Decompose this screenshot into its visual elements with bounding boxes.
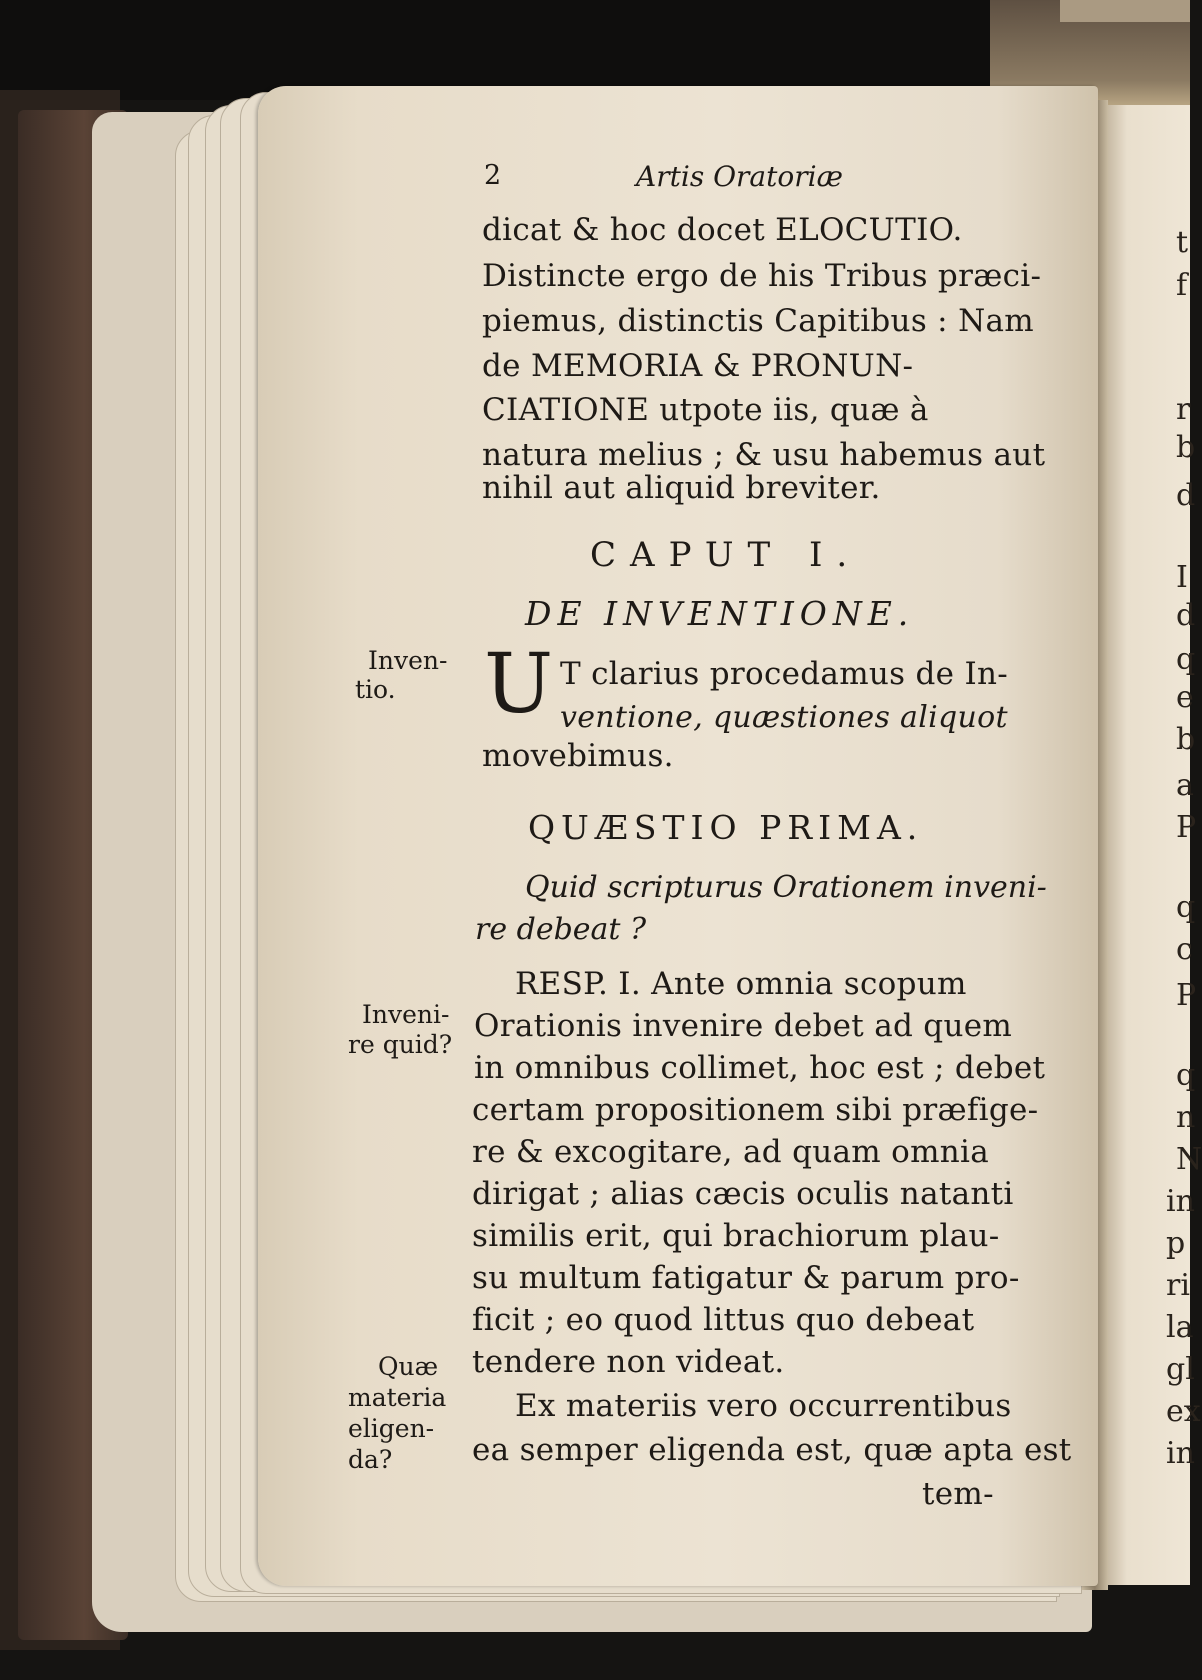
running-title: Artis Oratoriæ	[636, 160, 843, 193]
body-line: ventione, quæstiones aliquot	[560, 700, 1008, 735]
opposite-letter: b	[1176, 430, 1196, 465]
opposite-letter: in	[1166, 1184, 1195, 1219]
opposite-letter: P	[1176, 810, 1197, 845]
body-line: ea semper eligenda est, quæ apta est	[472, 1432, 1072, 1468]
opposite-letter: N	[1176, 1142, 1202, 1177]
margin-note: Inven-	[368, 646, 448, 675]
body-line: Orationis invenire debet ad quem	[474, 1008, 1013, 1044]
margin-note: tio.	[355, 675, 396, 704]
margin-note: re quid?	[348, 1030, 453, 1059]
margin-note: da?	[348, 1445, 393, 1474]
body-line: de MEMORIA & PRONUN-	[482, 348, 914, 384]
opposite-letter: d	[1176, 478, 1196, 513]
body-line: certam propositionem sibi præfige-	[472, 1092, 1039, 1128]
opposite-letter: n	[1176, 1100, 1196, 1135]
opposite-letter: d	[1176, 598, 1196, 633]
opposite-letter: f	[1176, 268, 1188, 303]
body-line: nihil aut aliquid breviter.	[482, 470, 881, 506]
opposite-letter: p	[1166, 1226, 1186, 1261]
opposite-letter: r	[1176, 392, 1191, 427]
body-line: su multum fatigatur & parum pro-	[472, 1260, 1020, 1296]
opposite-letter: I	[1176, 560, 1188, 595]
body-line: re & excogitare, ad quam omnia	[472, 1134, 990, 1170]
opposite-letter: e	[1176, 680, 1194, 715]
opposite-letter: q	[1176, 890, 1196, 925]
opposite-letter: b	[1176, 722, 1196, 757]
margin-note: materia	[348, 1383, 447, 1412]
body-line: movebimus.	[482, 738, 674, 774]
margin-note: Quæ	[378, 1352, 439, 1381]
chapter-number: CAPUT I.	[590, 535, 862, 575]
opposite-letter: t	[1176, 225, 1189, 260]
opposite-letter: c	[1176, 932, 1193, 967]
opposite-letter: q	[1176, 642, 1196, 677]
body-line: RESP. I. Ante omnia scopum	[515, 966, 967, 1002]
opposite-letter: q	[1176, 1058, 1196, 1093]
opposite-letter: in	[1166, 1436, 1195, 1471]
opposite-letter: ex	[1166, 1394, 1201, 1429]
chapter-title: DE INVENTIONE.	[525, 594, 915, 633]
body-line: piemus, distinctis Capitibus : Nam	[482, 303, 1034, 339]
question-heading: QUÆSTIO PRIMA.	[528, 808, 924, 847]
opposite-letter: gl	[1166, 1352, 1195, 1387]
body-line: similis erit, qui brachiorum plau-	[472, 1218, 1000, 1254]
body-line: Distincte ergo de his Tribus præci-	[482, 258, 1042, 294]
opposite-letter: P	[1176, 978, 1197, 1013]
body-line: dicat & hoc docet ELOCUTIO.	[482, 212, 963, 248]
opposite-letter: a	[1176, 768, 1194, 803]
body-line: ficit ; eo quod littus quo debeat	[472, 1302, 975, 1338]
body-line: natura melius ; & usu habemus aut	[482, 437, 1046, 473]
question-line: re debeat ?	[475, 912, 647, 947]
body-line: T clarius procedamus de In-	[560, 656, 1009, 692]
body-line: CIATIONE utpote iis, quæ à	[482, 392, 929, 428]
page-number: 2	[484, 160, 502, 191]
drop-cap: U	[484, 637, 554, 732]
question-line: Quid scripturus Orationem inveni-	[525, 870, 1047, 905]
catchword: tem-	[922, 1476, 994, 1512]
body-line: in omnibus collimet, hoc est ; debet	[474, 1050, 1046, 1086]
opposite-letter: ri	[1166, 1268, 1190, 1303]
body-line: tendere non videat.	[472, 1344, 785, 1380]
body-line: dirigat ; alias cæcis oculis natanti	[472, 1176, 1014, 1212]
margin-note: Inveni-	[362, 1000, 450, 1029]
margin-note: eligen-	[348, 1414, 435, 1443]
body-line: Ex materiis vero occurrentibus	[515, 1388, 1012, 1424]
book-edge-top-right-2	[1060, 0, 1190, 22]
opposite-letter: la	[1166, 1310, 1194, 1345]
